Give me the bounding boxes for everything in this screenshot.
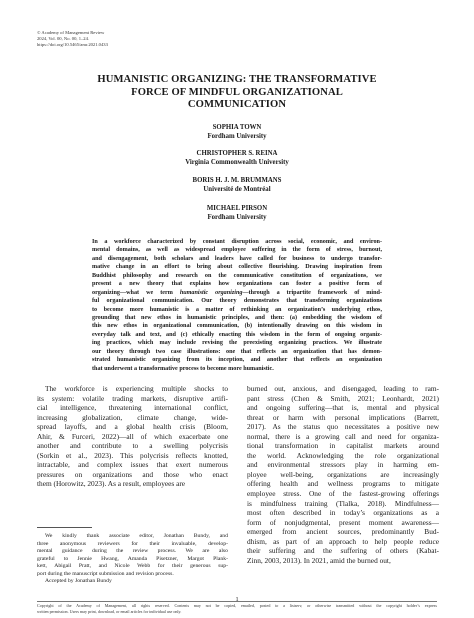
footnote-line: Accepted by Jonathan Bundy: [45, 578, 112, 584]
body-text-line: their suffering and the suffering of others (Kabat-: [247, 546, 439, 556]
abstract-line: mental domains, as well as widespread employee suffering in the form of stress, burnout,: [92, 247, 382, 254]
abstract-line: to become more humanistic is a matter of rethinking an organization’s underlying ethos,: [92, 306, 382, 313]
author-name: MICHAEL PIRSON: [206, 205, 268, 212]
body-text-line: and ongoing suffering—that is, mental and physical: [247, 403, 439, 413]
author-name: CHRISTOPHER S. REINA: [196, 150, 278, 157]
abstract-line: Buddhist philosophy and research on the communicative constitution of organizations, we: [92, 272, 382, 279]
body-text-line: emerged from ancient sources, predominantly Bud-: [247, 527, 439, 537]
author-name: BORIS H. J. M. BRUMMANS: [192, 177, 282, 184]
page-number: 1: [235, 596, 239, 603]
abstract-line: ful organizational communication. Our theory demonstrates that transforming organizations: [92, 298, 382, 305]
footnote-line: port during the manuscript submission and revision process.: [37, 570, 174, 577]
author-affiliation: Fordham University: [207, 132, 267, 140]
body-text-line: ployee well-being, organizations are increasingly: [247, 469, 439, 479]
abstract-line: this new ethos in organizational communication, (b) intentionally drawing on this wisdom in: [92, 323, 382, 330]
abstract-line: mative change in an effort to bring about collective flourishing. Drawing inspiration from: [92, 264, 382, 271]
copyright-line: written permission. Users may print, download, or email articles for individual use only.: [37, 608, 182, 614]
author-block: [60, 177, 414, 194]
body-text-line: is mindfulness training (Tlalka, 2018). Mindfulness—: [247, 498, 439, 508]
footnote-line: three anonymous reviewers for their invaluable, develop-: [37, 540, 228, 547]
author-block: [60, 124, 414, 141]
body-text-line: burned out, anxious, and disengaged, leading to ram-: [247, 384, 439, 393]
body-text-line: cial intelligence, threatening international conflict,: [37, 403, 228, 413]
acknowledgement-footnote: [37, 533, 228, 586]
body-text-line: dhism, as part of an approach to help people reduce: [247, 536, 439, 546]
abstract-line: strated humanistic organizing from its inception, and another that reflects an organization: [92, 357, 382, 364]
body-text-line: and environmental stressors play in harming em-: [247, 460, 439, 470]
body-text-line: the world. Acknowledging the role organizational: [247, 450, 439, 460]
abstract-line: that underwent a transformative process to become more humanistic.: [92, 365, 274, 372]
abstract-line: grounding that new ethos in humanistic principles, and then: (a) embedding the wisdom of: [92, 314, 382, 321]
abstract-line: our theory through two case illustrations: one that reflects an organization that has demon-: [92, 348, 382, 355]
body-text-line: pant stress (Chen & Smith, 2021; Leonhardt, 2021): [247, 393, 439, 403]
footnote-line: kett, Abigail Pratt, and Nicole Webb for their generous sup-: [37, 563, 228, 569]
abstract-line: In a workforce characterized by constant disruption across social, economic, and environ-: [92, 239, 382, 245]
body-text-line: tional transformation in capitalist markets around: [247, 441, 439, 451]
title-line: COMMUNICATION: [187, 99, 287, 111]
author-block: [60, 150, 414, 167]
body-text-line: intractable, and complex issues that exert numerous: [37, 460, 228, 470]
journal-name: © Academy of Management Review: [37, 30, 105, 35]
body-text-line: increasing globalization, climate change, wide-: [37, 412, 228, 422]
body-text-line: pressures on organizations and those who enact: [37, 469, 228, 479]
abstract-line: present a new theory that explains how organizations can foster a positive form of: [92, 281, 382, 288]
body-text-line: (Sorkin et al., 2023). This polycrisis reflects knotted,: [37, 450, 228, 460]
body-text-line: them (Horowitz, 2023). As a result, employees are: [37, 479, 186, 489]
author-affiliation: Virginia Commonwealth University: [185, 158, 289, 166]
body-text-line: spread layoffs, and a global health crisis (Bloom,: [37, 422, 228, 432]
copyright-line: Copyright of the Academy of Management, all rights reserved. Contents may not be copied, emailed, posted to a listserv, or otherwise transmitted without the copyright holder’s express: [37, 603, 437, 608]
author-block: [60, 205, 414, 222]
body-text-line: another and contribute to a swelling polycrisis: [37, 441, 228, 451]
footnote-line: mental guidance during the review process. We are also: [37, 548, 228, 554]
title-line: HUMANISTIC ORGANIZING: THE TRANSFORMATIVE: [97, 74, 377, 85]
footnote-line: We kindly thank associate editor, Jonathan Bundy, and: [45, 533, 228, 539]
footnote-divider: [37, 527, 92, 528]
body-text-line: most often described in today’s organizations as a: [247, 508, 439, 518]
footnote-line: grateful to Jennie Hwang, Amanda Pisetzner, Margot Plank-: [37, 555, 228, 562]
paper-title: [60, 74, 414, 112]
journal-doi[interactable]: https://doi.org/10.5465/amr.2021.0433: [37, 42, 108, 48]
copyright-notice: [37, 603, 437, 614]
body-text-line: employee stress. One of the fastest-growing offerings: [247, 489, 439, 499]
body-column-left: [37, 384, 228, 489]
author-name: SOPHIA TOWN: [212, 124, 262, 131]
body-text-line: Zinn, 2003, 2013). In 2021, amid the burned out,: [247, 555, 391, 565]
body-text-line: Ahir, & Furceri, 2022)—all of which exacerbate one: [37, 431, 228, 441]
abstract: [92, 238, 382, 373]
abstract-line: ing practices, which may include revising the preexisting organizing practices. We illustrate: [92, 340, 382, 347]
abstract-line: organizing—what we term humanistic organizing—through a tripartite framework of mind-: [92, 289, 382, 296]
body-column-right: [247, 384, 439, 565]
copyright-divider: [37, 601, 437, 602]
journal-volume: 2024, Vol. 00, No. 00, 1–24.: [37, 36, 90, 42]
body-text-line: its system: volatile trading markets, disruptive artifi-: [37, 393, 228, 403]
body-text-line: form of nonjudgmental, present moment awareness—: [247, 517, 439, 527]
author-affiliation: Fordham University: [207, 213, 267, 221]
author-affiliation: Université de Montréal: [203, 185, 271, 193]
abstract-line: and disengagement, both scholars and leaders have called for business to undergo transfor-: [92, 255, 382, 262]
body-text-line: The workforce is experiencing multiple shocks to: [45, 384, 228, 393]
body-text-line: offering health and wellness programs to mitigate: [247, 479, 439, 489]
body-text-line: 2017). As the status quo necessitates a positive new: [247, 422, 439, 432]
body-text-line: threat or harm with personal implications (Barrett,: [247, 412, 439, 422]
abstract-line: everyday talk and text, and (c) ethically enacting this wisdom in the form of ongoing organiz-: [92, 331, 382, 338]
body-text-line: normal, there is a growing call and need for organiza-: [247, 431, 439, 441]
title-line: FORCE OF MINDFUL ORGANIZATIONAL: [131, 86, 343, 98]
journal-header: [37, 30, 108, 49]
